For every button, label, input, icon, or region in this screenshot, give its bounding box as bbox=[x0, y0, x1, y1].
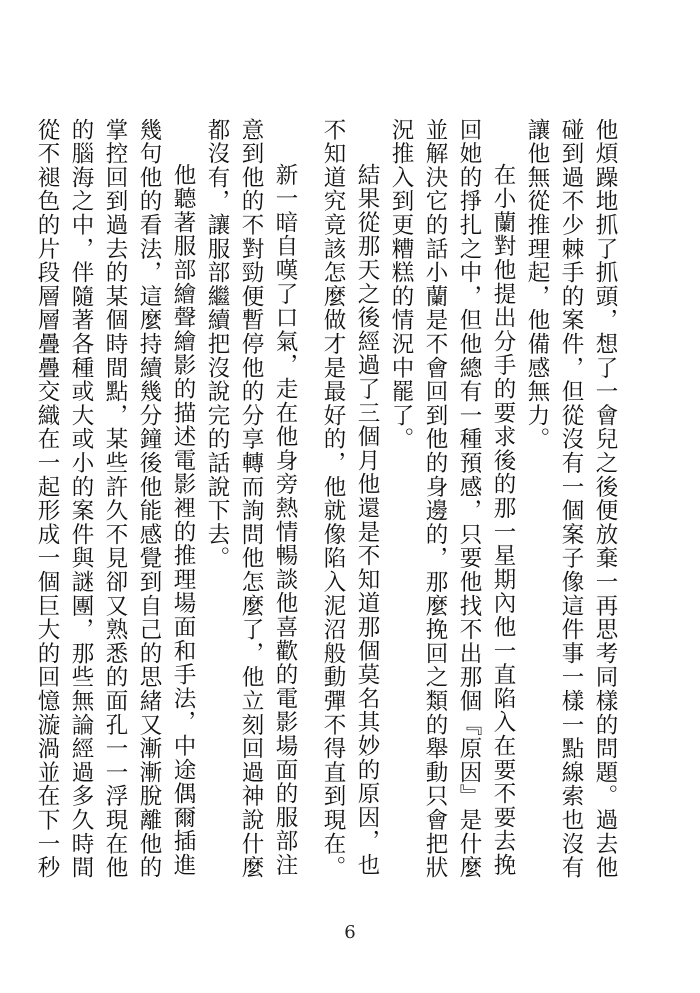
vertical-text-body bbox=[30, 118, 622, 898]
page-number: 6 bbox=[344, 922, 356, 943]
paragraph: 在小蘭對他提出分手的要求後的那一星期內他一直陷入在要不要去挽回她的掙扎之中，但他總有一種預感，只要他找不出那個『原因』是什麼並解決它的話小蘭是不會回到他的身邊的，那麼挽回之類的舉動只會把狀況推入到更糟糕的情況中罷了。 bbox=[388, 118, 516, 880]
paragraph: 他煩躁地抓了抓頭，想了一會兒之後便放棄一再思考同樣的問題。過去他碰到過不少棘手的案件，但從沒有一個案子像這件事一樣一點線索也沒有讓他無從推理起，他備感無力。 bbox=[524, 118, 618, 880]
paragraph: 新一暗自嘆了口氣，走在他身旁熱情暢談他喜歡的電影場面的服部注意到他的不對勁便暫停他的分享轉而詢問他怎麼了，他立刻回過神說什麼都沒有，讓服部繼續把沒說完的話說下去。 bbox=[204, 118, 298, 880]
paragraph: 他聽著服部繪聲繪影的描述電影裡的推理場面和手法，中途偶爾插進幾句他的看法，這麼持續幾分鐘後他能感覺到自己的思緒又漸漸脫離他的掌控回到過去的某個時間點，某些許久不見卻又熟悉的面孔一一浮現在他的腦海之中，伴隨著各種或大或小的案件與謎團，那些無論經過多久時間從不褪色的片段層層疊疊交織在一起形成一個巨大的回憶漩渦並在下一秒 bbox=[34, 118, 196, 880]
paragraph: 結果從那天之後經過了三個月他還是不知道那個莫名其妙的原因，也不知道究竟該怎麼做才是最好的，他就像陷入泥沼般動彈不得直到現在。 bbox=[320, 118, 380, 880]
